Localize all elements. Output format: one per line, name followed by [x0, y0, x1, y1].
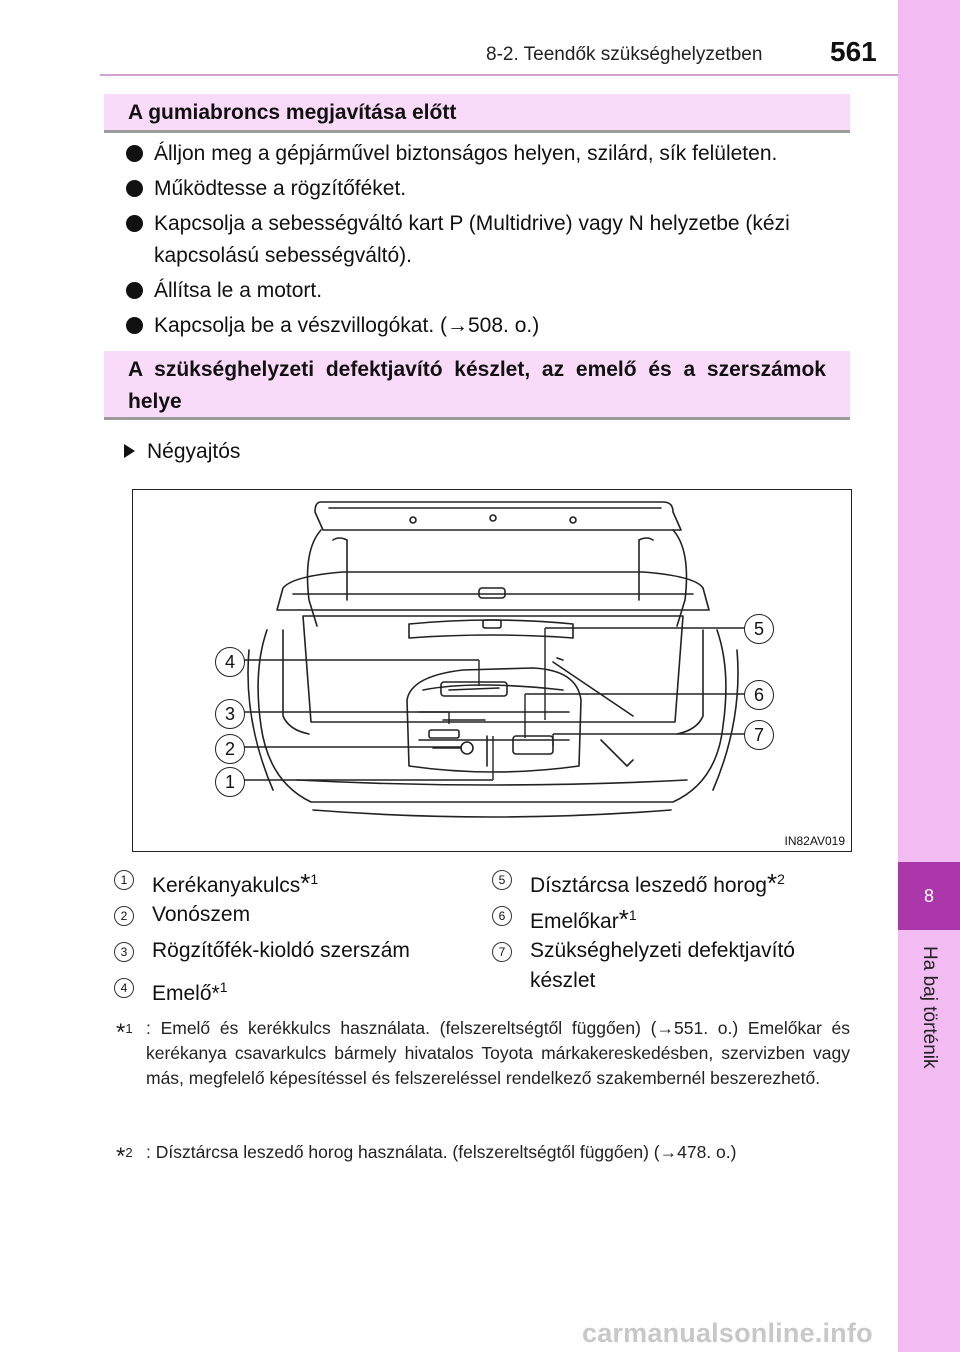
bullet-icon [126, 317, 143, 334]
legend-item-7 [492, 936, 822, 996]
footnote-text: : Emelő és kerékkulcs használata. (felszereltségtől függően) (→551. o.) Emelőkar és kerékanya csavarkulcs bármely hivatalos Toyota márkakereskedésben, szervizben vagy más, megfelelő képesítéssel és felszereléssel rendelkező szakembernél beszerezhető. [146, 1018, 850, 1088]
header-divider [100, 74, 898, 76]
footnote-ref: 1 [219, 979, 228, 995]
callout-2: 2 [215, 734, 245, 764]
legend-number: 1 [114, 870, 134, 890]
footnote-star: * [211, 982, 220, 1005]
footnote-star: * [116, 1018, 126, 1046]
callout-6: 6 [744, 680, 774, 710]
bullet-icon [126, 282, 143, 299]
triangle-marker-icon [124, 444, 135, 458]
watermark: carmanualsonline.info [582, 1318, 873, 1348]
footnote-ref: 1 [310, 871, 319, 887]
legend-number: 7 [492, 942, 512, 962]
legend-label: Emelőkar [530, 910, 619, 933]
chapter-side-tab [898, 0, 960, 1352]
list-item [124, 173, 854, 205]
legend-label: Rögzítőfék-kioldó szerszám [152, 939, 410, 962]
list-item [124, 275, 854, 307]
list-item-text: Működtesse a rögzítőféket. [154, 177, 407, 200]
footnote-star: * [300, 868, 311, 898]
footnote-2 [116, 1140, 850, 1170]
trunk-illustration [132, 489, 852, 852]
callout-1: 1 [215, 767, 245, 797]
list-item-text: Állítsa le a motort. [154, 279, 323, 302]
footnote-ref: 1 [125, 1021, 133, 1036]
footnote-star: * [116, 1142, 126, 1170]
bullet-icon [126, 145, 143, 162]
callout-5: 5 [744, 614, 774, 644]
legend-item-4 [114, 972, 474, 1009]
page-number: 561 [830, 36, 877, 67]
legend-item-2 [114, 900, 474, 930]
legend-label: Kerékanyakulcs [152, 874, 301, 897]
legend-item-6 [492, 900, 852, 937]
legend-label: Szükséghelyzeti defektjavító készlet [530, 939, 795, 992]
legend-number: 6 [492, 906, 512, 926]
callout-7: 7 [744, 720, 774, 750]
callout-4: 4 [215, 647, 245, 677]
legend-label: Vonószem [152, 903, 251, 926]
list-item-text: Kapcsolja be a vészvillogókat. (→508. o.) [154, 314, 540, 337]
variant-text: Négyajtós [147, 440, 241, 463]
chapter-title-text: Ha baj történik [919, 946, 940, 1069]
legend-label: Dísztárcsa leszedő horog [530, 874, 767, 897]
bullet-icon [126, 180, 143, 197]
footnote-ref: 2 [777, 871, 785, 887]
legend-item-1 [114, 864, 474, 901]
footnote-star: * [618, 904, 629, 934]
section-heading-text: A gumiabroncs megjavítása előtt [128, 101, 457, 124]
section-heading-text: A szükséghelyzeti defektjavító készlet, az emelő és a szerszámok helye [128, 358, 826, 413]
figure-code: IN82AV019 [784, 834, 845, 848]
legend-label: Emelő [152, 982, 212, 1005]
legend-number: 3 [114, 942, 134, 962]
bullet-icon [126, 215, 143, 232]
chapter-number-tab[interactable]: 8 [898, 862, 960, 930]
legend-number: 2 [114, 906, 134, 926]
list-item [124, 208, 854, 272]
legend-item-3 [114, 936, 474, 966]
page-header [0, 0, 898, 80]
callout-3: 3 [215, 699, 245, 729]
list-item [124, 310, 854, 342]
footnote-star: * [766, 868, 778, 898]
section-heading-tool-location [104, 351, 850, 420]
precaution-list [124, 138, 854, 345]
list-item [124, 138, 854, 170]
variant-label [124, 440, 240, 464]
legend-item-5 [492, 864, 852, 901]
footnote-text: : Dísztárcsa leszedő horog használata. (felszereltségtől függően) (→478. o.) [146, 1142, 737, 1162]
section-heading-before-repair [104, 94, 850, 133]
footnote-ref: 2 [125, 1145, 133, 1160]
legend-number: 5 [492, 870, 512, 890]
list-item-text: Álljon meg a gépjárművel biztonságos helyen, szilárd, sík felületen. [154, 142, 778, 165]
footnote-ref: 1 [628, 907, 637, 923]
legend-number: 4 [114, 978, 134, 998]
list-item-text: Kapcsolja a sebességváltó kart P (Multidrive) vagy N helyzetbe (kézi kapcsolású sebességváltó). [154, 212, 790, 267]
section-label: 8-2. Teendők szükséghelyzetben [486, 44, 763, 65]
chapter-title [904, 946, 954, 1106]
footnote-1 [116, 1016, 850, 1091]
